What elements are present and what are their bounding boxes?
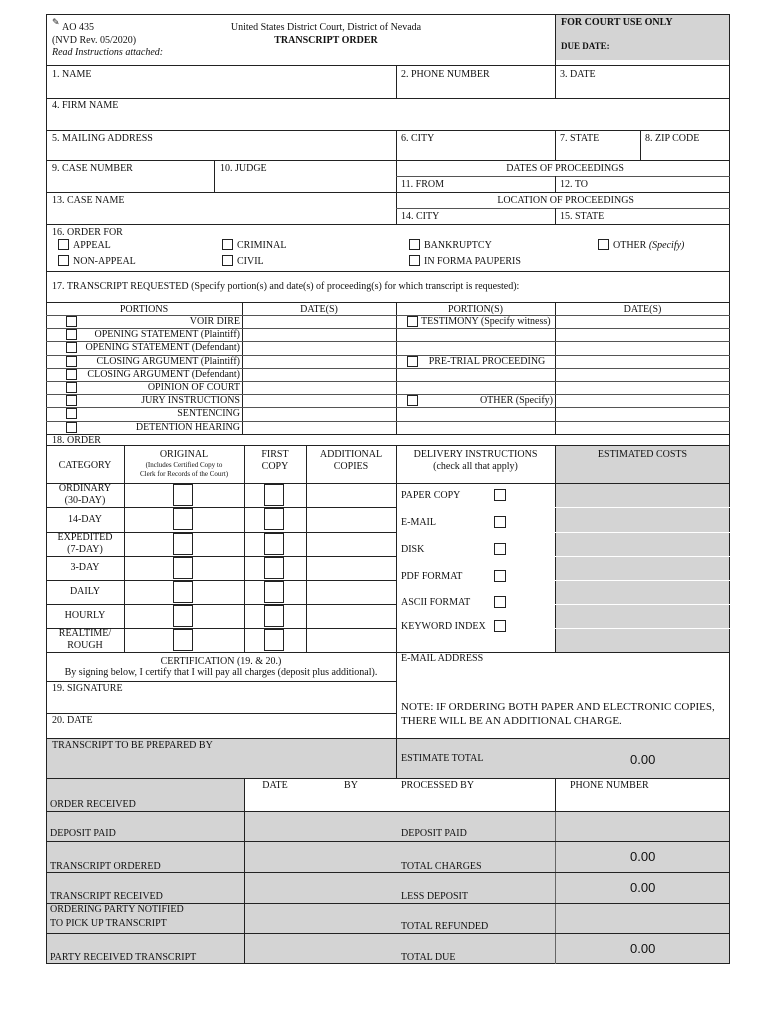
transcript-ordered-label: TRANSCRIPT ORDERED <box>50 861 161 872</box>
dates-header-right: DATE(S) <box>623 304 662 315</box>
portion-label: OPENING STATEMENT (Plaintiff) <box>94 329 240 341</box>
less-deposit-label: LESS DEPOSIT <box>401 891 468 902</box>
pauperis-checkbox[interactable] <box>409 255 420 266</box>
original-copy-box[interactable] <box>173 557 193 579</box>
non-appeal-checkbox[interactable] <box>58 255 69 266</box>
delivery-option-checkbox[interactable] <box>494 596 506 608</box>
delivery-option-checkbox[interactable] <box>494 620 506 632</box>
order-received-label: ORDER RECEIVED <box>50 799 136 810</box>
delivery-option-checkbox[interactable] <box>494 543 506 555</box>
case-name-field[interactable]: 13. CASE NAME <box>52 195 125 206</box>
total-refunded-label: TOTAL REFUNDED <box>401 921 489 932</box>
portion-header-right: PORTION(S) <box>448 304 503 315</box>
first-copy-box[interactable] <box>264 508 284 530</box>
appeal-checkbox[interactable] <box>58 239 69 250</box>
form-border <box>46 14 730 964</box>
certification-text: By signing below, I certify that I will pay all charges (deposit plus additional). <box>64 667 378 678</box>
name-field[interactable]: 1. NAME <box>52 69 92 80</box>
signature-field[interactable]: 19. SIGNATURE <box>52 683 123 694</box>
phone-number-label: PHONE NUMBER <box>570 780 649 791</box>
delivery-option-checkbox[interactable] <box>494 489 506 501</box>
other-portion-label: OTHER (Specify) <box>479 395 553 407</box>
delivery-option-label: PDF FORMAT <box>401 571 463 582</box>
portion-label: CLOSING ARGUMENT (Defendant) <box>87 368 240 380</box>
order-category-label: ROUGH <box>67 640 103 651</box>
order-category-label: (30-DAY) <box>64 495 106 506</box>
original-copy-box[interactable] <box>173 581 193 603</box>
bankruptcy-checkbox[interactable] <box>409 239 420 250</box>
phone-field[interactable]: 2. PHONE NUMBER <box>401 69 490 80</box>
portions-header: PORTIONS <box>119 304 169 315</box>
original-note-2: Clerk for Records of the Court) <box>139 470 229 478</box>
non-appeal-label: NON-APPEAL <box>73 256 136 267</box>
estimate-total-label: ESTIMATE TOTAL <box>401 753 484 764</box>
original-copy-box[interactable] <box>173 629 193 651</box>
criminal-checkbox[interactable] <box>222 239 233 250</box>
mailing-address-field[interactable]: 5. MAILING ADDRESS <box>52 133 153 144</box>
pauperis-label: IN FORMA PAUPERIS <box>424 256 521 267</box>
delivery-option-label: E-MAIL <box>401 517 436 528</box>
portion-label: CLOSING ARGUMENT (Plaintiff) <box>96 355 240 367</box>
total-charges-value: 0.00 <box>630 849 656 864</box>
order-category-label: (7-DAY) <box>67 544 103 555</box>
certification-title: CERTIFICATION (19. & 20.) <box>160 656 282 667</box>
total-charges-label: TOTAL CHARGES <box>401 861 482 872</box>
additional-copies-header: ADDITIONAL <box>319 449 383 460</box>
original-copy-box[interactable] <box>173 484 193 506</box>
transcript-received-label: TRANSCRIPT RECEIVED <box>50 891 163 902</box>
party-received-label: PARTY RECEIVED TRANSCRIPT <box>50 952 197 963</box>
location-state-field[interactable]: 15. STATE <box>560 211 605 222</box>
date-column-header: DATE <box>262 780 288 791</box>
pencil-icon: ✎ <box>52 17 60 27</box>
instructions-note: Read Instructions attached: <box>52 47 164 58</box>
order-category-label: 14-DAY <box>67 513 103 525</box>
order-category-label: DAILY <box>69 586 101 597</box>
appeal-label: APPEAL <box>73 240 111 251</box>
original-header: ORIGINAL <box>159 449 209 460</box>
delivery-option-label: DISK <box>401 544 425 555</box>
first-copy-box[interactable] <box>264 557 284 579</box>
delivery-header: DELIVERY INSTRUCTIONS <box>413 449 538 460</box>
order-for-label: 16. ORDER FOR <box>52 227 123 238</box>
zip-field[interactable]: 8. ZIP CODE <box>645 133 700 144</box>
order-category-label: REALTIME/ <box>58 628 112 639</box>
order-category-label: 3-DAY <box>70 562 100 573</box>
testimony-checkbox[interactable] <box>407 316 418 327</box>
form-id: AO 435 <box>62 22 94 33</box>
certification-date-field[interactable]: 20. DATE <box>52 715 93 726</box>
less-deposit-value: 0.00 <box>630 880 656 895</box>
transcript-order-form: ✎ AO 435 (NVD Rev. 05/2020) Read Instructions attached: United States District Court, District of Nevada TRANSCRIPT ORDER FOR COURT USE ONLY DUE DATE: 1. NAME 2. PHONE NUMBER 3. DATE 4. FIRM NAME 5. MAILING ADDRESS 6. CITY 7. STATE 8. ZIP CODE 9. CASE NUMBER 10. JUDGE DATES OF PROCEEDINGS 11. FROM 12. TO 13. CASE NAME LOCATION OF PROCEEDINGS 14. CITY 15. STATE 16. ORDER FOR APPEAL NON-APPEAL CRIMINAL CIVIL BANKRUPTCY IN FORMA PAUPERIS OTHER (Specify) 17. TRANSCRIPT REQUESTED (Specify portion(s) and date(s) of proceeding(s) for which transcript is requested): PORTIONS DATE(S) PORTION(S) DATE(S) VOIR DIRE OPENING STATEMENT (Plaintiff) OPENING STATEMENT (Defendant) CLOSING ARGUMENT (Plaintiff) CLOSING ARGUMENT (Defendant) OPINION OF COURT JURY INSTRUCTIONS SENTENCING DETENTION HEARING TESTIMONY (Specify witness) PRE-TRIAL PROCEEDING OTHER (Specify) 18. ORDER CATEGORY ORIGINAL (Includes Certified Copy to Clerk for Records of the Court) FIRST COPY ADDITIONAL COPIES DELIVERY INSTRUCTIONS (check all that apply) ESTIMATED COSTS ORDINARY (30-DAY) 14-DAY EXPEDITED (7-DAY) 3-DAY DAILY HOURLY REALTIME/ ROUGH PAPER COPY E-MAIL DISK PDF FORMAT ASCII FORMAT KEYWORD INDEX CERTIFICATION (19. & 20.) By signing below, I certify that I will pay all charges (deposit plus additional). E-MAIL ADDRESS 19. SIGNATURE 20. DATE NOTE: IF ORDERING BOTH PAPER AND ELECTRONIC COPIES, THERE WILL BE AN ADDITIONAL CHARGE. TRANSCRIPT TO BE PREPARED BY ESTIMATE TOTAL 0.00 DATE BY PROCESSED BY PHONE NUMBER ORDER RECEIVED DEPOSIT PAID DEPOSIT PAID TRANSCRIPT ORDERED TOTAL CHARGES 0.00 TRANSCRIPT RECEIVED LESS DEPOSIT 0.00 ORDERING PARTY NOTIFIED TO PICK UP TRANSCRIPT TOTAL REFUNDED PARTY RECEIVED TRANSCRIPT TOTAL DUE 0.00 <box>46 14 730 964</box>
original-copy-box[interactable] <box>173 533 193 555</box>
portion-label: SENTENCING <box>177 408 240 420</box>
from-field[interactable]: 11. FROM <box>401 179 444 190</box>
original-copy-box[interactable] <box>173 508 193 530</box>
prepared-by-label: TRANSCRIPT TO BE PREPARED BY <box>52 740 213 751</box>
other-label: OTHER (Specify) <box>613 240 685 251</box>
total-due-label: TOTAL DUE <box>401 952 456 963</box>
bankruptcy-label: BANKRUPTCY <box>424 240 492 251</box>
date-field[interactable]: 3. DATE <box>560 69 596 80</box>
category-header: CATEGORY <box>58 460 112 471</box>
portion-label: VOIR DIRE <box>189 316 240 327</box>
first-copy-box[interactable] <box>264 484 284 506</box>
court-name: United States District Court, District of Nevada <box>230 22 422 33</box>
order-category-label: EXPEDITED <box>57 532 113 543</box>
to-field[interactable]: 12. TO <box>560 179 588 190</box>
location-of-proceedings-label: LOCATION OF PROCEEDINGS <box>497 195 634 206</box>
delivery-option-label: KEYWORD INDEX <box>401 621 486 632</box>
delivery-option-label: PAPER COPY <box>401 490 461 501</box>
email-address-field[interactable]: E-MAIL ADDRESS <box>401 653 484 664</box>
delivery-option-checkbox[interactable] <box>494 516 506 528</box>
estimate-total-value: 0.00 <box>630 752 656 767</box>
delivery-option-label: ASCII FORMAT <box>401 597 471 608</box>
due-date-label: DUE DATE: <box>561 41 610 51</box>
dates-of-proceedings-label: DATES OF PROCEEDINGS <box>506 163 624 174</box>
order-category-label: HOURLY <box>64 610 106 621</box>
original-copy-box[interactable] <box>173 605 193 627</box>
form-title: TRANSCRIPT ORDER <box>274 35 378 46</box>
other-portion-checkbox[interactable] <box>407 395 418 406</box>
note-line-1: NOTE: IF ORDERING BOTH PAPER AND ELECTRONIC COPIES, <box>401 701 715 713</box>
first-copy-box[interactable] <box>264 629 284 651</box>
other-checkbox[interactable] <box>598 239 609 250</box>
form-revision: (NVD Rev. 05/2020) <box>52 35 137 46</box>
deposit-paid-right-label: DEPOSIT PAID <box>401 828 467 839</box>
civil-checkbox[interactable] <box>222 255 233 266</box>
civil-label: CIVIL <box>237 256 264 267</box>
original-note-1: (Includes Certified Copy to <box>145 461 223 469</box>
first-copy-box[interactable] <box>264 533 284 555</box>
processed-by-label: PROCESSED BY <box>401 780 475 791</box>
portion-label: DETENTION HEARING <box>135 421 240 433</box>
first-copy-box[interactable] <box>264 581 284 603</box>
delivery-option-checkbox[interactable] <box>494 570 506 582</box>
note-line-2: THERE WILL BE AN ADDITIONAL CHARGE. <box>401 715 622 727</box>
state-field[interactable]: 7. STATE <box>560 133 600 144</box>
testimony-label: TESTIMONY (Specify witness) <box>421 316 551 327</box>
firm-name-field[interactable]: 4. FIRM NAME <box>52 100 119 111</box>
first-copy-header: FIRST <box>261 449 289 460</box>
portion-label: OPENING STATEMENT (Defendant) <box>85 342 240 354</box>
portion-label: OPINION OF COURT <box>147 382 240 393</box>
by-column-header: BY <box>344 780 358 791</box>
criminal-label: CRIMINAL <box>237 240 287 251</box>
transcript-requested-label: 17. TRANSCRIPT REQUESTED (Specify portion(s) and date(s) of proceeding(s) for which transcript is requested): <box>52 281 520 292</box>
pretrial-proceeding-label: PRE-TRIAL PROCEEDING <box>428 355 546 367</box>
first-copy-box[interactable] <box>264 605 284 627</box>
pretrial-proceeding-checkbox[interactable] <box>407 356 418 367</box>
location-city-field[interactable]: 14. CITY <box>401 211 440 222</box>
case-number-field[interactable]: 9. CASE NUMBER <box>52 163 133 174</box>
order-label: 18. ORDER <box>52 435 101 446</box>
judge-field[interactable]: 10. JUDGE <box>220 163 267 174</box>
order-category-label: ORDINARY <box>58 483 112 494</box>
portion-label: JURY INSTRUCTIONS <box>141 395 240 407</box>
notified-label-1: ORDERING PARTY NOTIFIED <box>50 904 184 915</box>
city-field[interactable]: 6. CITY <box>401 133 435 144</box>
total-due-value: 0.00 <box>630 941 656 956</box>
deposit-paid-label: DEPOSIT PAID <box>50 828 116 839</box>
court-use-label: FOR COURT USE ONLY <box>561 17 673 28</box>
estimated-costs-header: ESTIMATED COSTS <box>597 449 688 460</box>
notified-label-2: TO PICK UP TRANSCRIPT <box>50 918 167 929</box>
dates-header: DATE(S) <box>300 304 338 315</box>
